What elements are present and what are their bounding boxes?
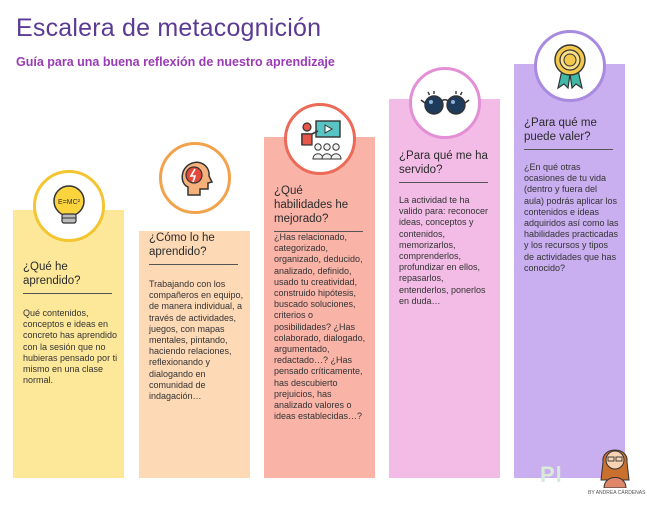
- step-4-body: La actividad te ha valido para: reconocer ideas, conceptos y contenidos, memorizarlos, comprenderlos, profundizar en ellos, repasarlos, entenderlos, ponerlos en duda…: [399, 195, 489, 306]
- step-1-icon-circle: [33, 170, 105, 242]
- glasses-icon: [420, 88, 470, 118]
- step-column-3: [264, 137, 375, 478]
- step-2-heading: ¿Cómo lo he aprendido?: [149, 231, 238, 265]
- step-4-icon-circle: [409, 67, 481, 139]
- step-column-1: [13, 199, 124, 478]
- step-3-heading: ¿Qué habilidades he mejorado?: [274, 184, 363, 232]
- step-column-4: [389, 99, 500, 478]
- page-title: Escalera de metacognición: [16, 14, 322, 42]
- step-3-body: ¿Has relacionado, categorizado, organizado, deducido, analizado, definido, usado tu creatividad, construido hipótesis, buscado soluciones, criterios o posibilidades? ¿Has colaborado, dialogado, argumentado, redactado…? ¿Has pensado críticamente, has descubierto prejuicios, has analizado valores o ideas establecidas…?: [274, 232, 366, 422]
- page-subtitle: Guía para una buena reflexión de nuestro aprendizaje: [16, 55, 335, 69]
- step-4-heading: ¿Para qué me ha servido?: [399, 149, 488, 183]
- author-avatar-icon: [598, 440, 632, 488]
- medal-icon: [550, 42, 590, 90]
- watermark: Pl: [540, 462, 563, 487]
- step-5-body: ¿En qué otras ocasiones de tu vida (dentro y fuera del aula) podrás aplicar los contenidos e ideas adquiridos así como las habilidades practicadas y los recursos y tipos de actividades que has conocido?: [524, 162, 619, 273]
- step-1-heading: ¿Qué he aprendido?: [23, 260, 112, 294]
- step-2-icon-circle: [159, 142, 231, 214]
- step-3-icon-circle: [284, 103, 356, 175]
- step-column-2: [139, 231, 250, 478]
- step-2-body: Trabajando con los compañeros en equipo, de manera individual, a través de actividades, juegos, con mapas mentales, pintando, haciendo relaciones, reflexionando y dialogando en comunidad de indagación…: [149, 279, 244, 402]
- step-column-5: [514, 64, 625, 478]
- presentation-icon: [296, 117, 344, 161]
- step-5-heading: ¿Para qué me puede valer?: [524, 116, 613, 150]
- lightbulb-icon: [49, 183, 89, 229]
- author-signature: BY ANDREA CÁRDENAS: [588, 490, 646, 496]
- head-thinking-icon: [174, 157, 216, 199]
- step-1-body: Qué contenidos, conceptos e ideas en concreto has aprendido con la sesión que no hubieras pensado por ti mismo en una clase normal.: [23, 308, 118, 386]
- lightbulb-formula: E=MC²: [57, 199, 80, 206]
- step-5-icon-circle: [534, 30, 606, 102]
